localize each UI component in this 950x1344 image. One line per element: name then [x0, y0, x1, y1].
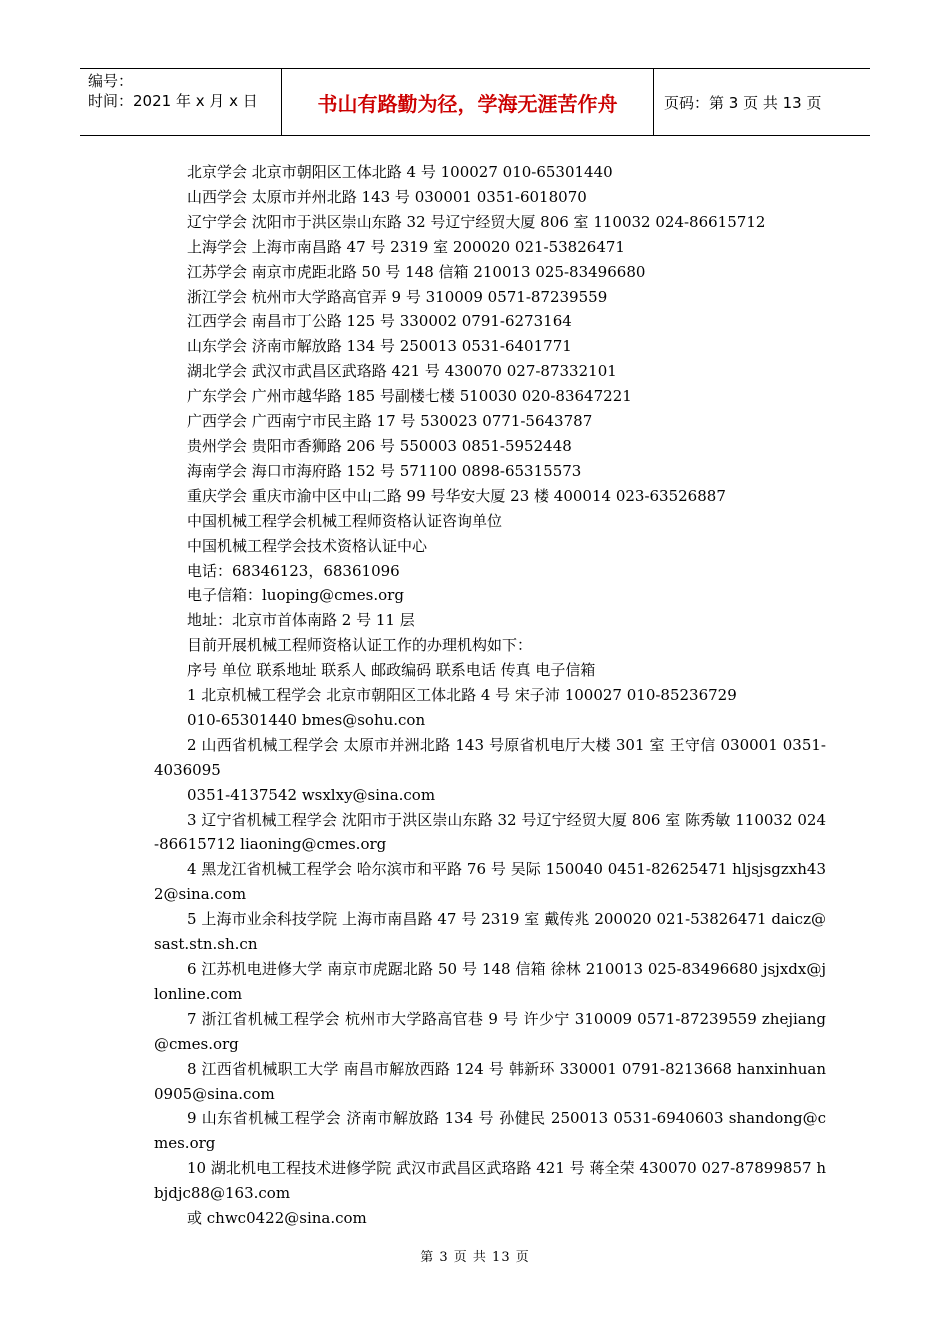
- text-line: 地址：北京市首体南路 2 号 11 层: [187, 611, 415, 630]
- institution-entry: 2 山西省机械工程学会 太原市并洲北路 143 号原省机电厅大楼 301 室 王守信 030001 0351-4036095: [154, 735, 826, 779]
- header-motto: 书山有路勤为径，学海无涯苦作舟: [282, 69, 654, 135]
- text-line: 辽宁学会 沈阳市于洪区崇山东路 32 号辽宁经贸大厦 806 室 110032 024-86615712: [187, 212, 766, 231]
- text-line: 重庆学会 重庆市渝中区中山二路 99 号华安大厦 23 楼 400014 023-63526887: [187, 486, 726, 505]
- document-number-label: 编号：: [88, 72, 134, 90]
- text-line: 北京学会 北京市朝阳区工体北路 4 号 100027 010-65301440: [187, 163, 613, 181]
- text-line: 目前开展机械工程师资格认证工作的办理机构如下：: [187, 636, 533, 655]
- text-line: 山西学会 太原市并州北路 143 号 030001 0351-6018070: [187, 187, 587, 206]
- text-line: 或 chwc0422@sina.com: [187, 1209, 367, 1228]
- page-footer: 第 3 页 共 13 页: [420, 1250, 530, 1265]
- text-line: 浙江学会 杭州市大学路高官弄 9 号 310009 0571-87239559: [187, 287, 608, 306]
- institution-entry: 6 江苏机电进修大学 南京市虎踞北路 50 号 148 信箱 徐林 210013 025-83496680 jsjxdx@jlonline.com: [154, 960, 826, 1003]
- text-line: 电话：68346123，68361096: [187, 561, 400, 580]
- text-line: 1 北京机械工程学会 北京市朝阳区工体北路 4 号 宋子沛 100027 010-85236729: [187, 686, 737, 705]
- text-line: 中国机械工程学会技术资格认证中心: [187, 536, 428, 555]
- text-line: 电子信箱：luoping@cmes.org: [187, 586, 404, 605]
- text-line: 广东学会 广州市越华路 185 号副楼七楼 510030 020-83647221: [187, 387, 632, 406]
- text-line: 010-65301440 bmes@sohu.con: [187, 710, 426, 729]
- text-line: 上海学会 上海市南昌路 47 号 2319 室 200020 021-53826471: [187, 237, 625, 256]
- text-line: 中国机械工程学会机械工程师资格认证咨询单位: [187, 511, 503, 530]
- institution-entry: 9 山东省机械工程学会 济南市解放路 134 号 孙健民 250013 0531-6940603 shandong@cmes.org: [154, 1109, 826, 1153]
- institution-entry: 7 浙江省机械工程学会 杭州市大学路高官巷 9 号 许少宁 310009 0571-87239559 zhejiang@cmes.org: [154, 1009, 826, 1053]
- header-meta: [80, 69, 282, 135]
- text-line: 0351-4137542 wsxlxy@sina.com: [187, 785, 436, 804]
- document-body: [154, 160, 826, 1231]
- text-line: 贵州学会 贵阳市香狮路 206 号 550003 0851-5952448: [187, 436, 572, 455]
- text-line: 湖北学会 武汉市武昌区武珞路 421 号 430070 027-87332101: [187, 362, 617, 381]
- institution-entry: 8 江西省机械职工大学 南昌市解放西路 124 号 韩新环 330001 0791-8213668 hanxinhuan0905@sina.com: [154, 1059, 826, 1103]
- institution-entry: 5 上海市业余科技学院 上海市南昌路 47 号 2319 室 戴传兆 200020 021-53826471 daicz@sast.stn.sh.cn: [154, 910, 826, 954]
- page-header: [80, 68, 870, 136]
- document-date: 时间：2021 年 x 月 x 日: [88, 92, 258, 110]
- text-line: 广西学会 广西南宁市民主路 17 号 530023 0771-5643787: [187, 412, 593, 431]
- institution-entry: 10 湖北机电工程技术进修学院 武汉市武昌区武珞路 421 号 蒋全荣 430070 027-87899857 hbjdjc88@163.com: [154, 1159, 826, 1203]
- header-page-number: 页码：第 3 页 共 13 页: [664, 93, 822, 112]
- text-line: 山东学会 济南市解放路 134 号 250013 0531-6401771: [187, 337, 572, 356]
- text-line: 序号 单位 联系地址 联系人 邮政编码 联系电话 传真 电子信箱: [187, 661, 596, 680]
- text-line: 海南学会 海口市海府路 152 号 571100 0898-65315573: [187, 461, 582, 480]
- text-line: 江苏学会 南京市虎距北路 50 号 148 信箱 210013 025-83496680: [187, 262, 646, 281]
- institution-entry: 3 辽宁省机械工程学会 沈阳市于洪区崇山东路 32 号辽宁经贸大厦 806 室 陈秀敏 110032 024-86615712 liaoning@cmes.org: [154, 810, 826, 854]
- institution-entry: 4 黑龙江省机械工程学会 哈尔滨市和平路 76 号 吴际 150040 0451-82625471 hljsjsgzxh432@sina.com: [154, 860, 826, 904]
- text-line: 江西学会 南昌市丁公路 125 号 330002 0791-6273164: [187, 312, 572, 331]
